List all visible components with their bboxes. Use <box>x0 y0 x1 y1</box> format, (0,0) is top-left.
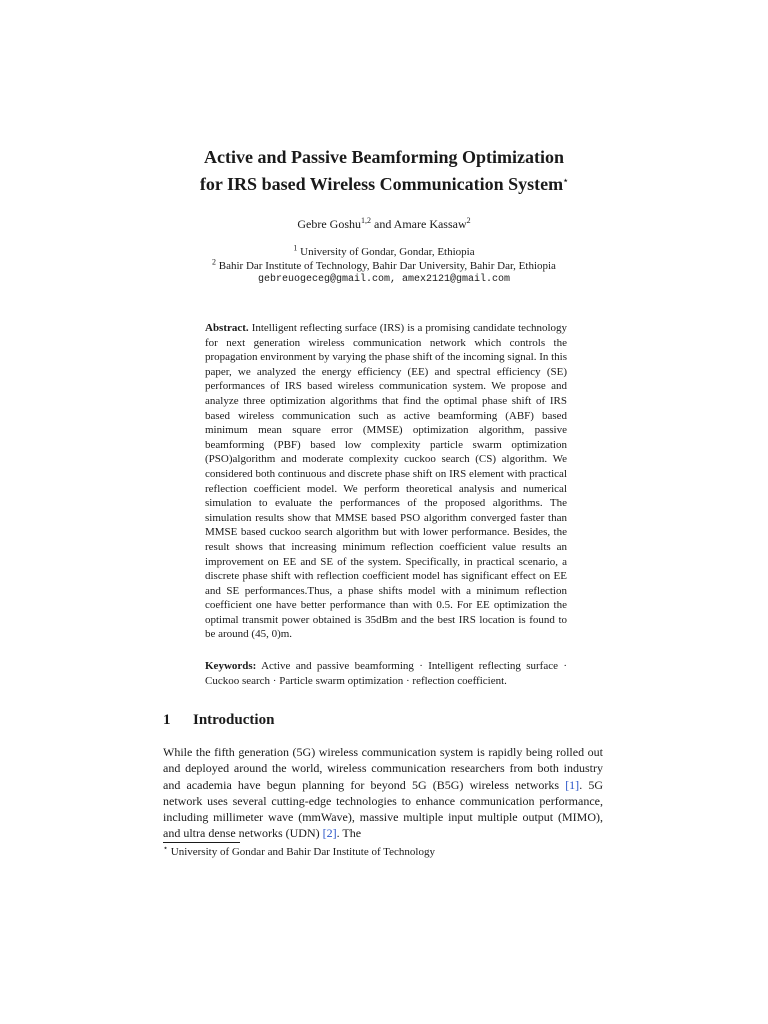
title-line-2 <box>0 171 768 198</box>
abstract <box>205 321 567 642</box>
intro-text-3: . The <box>336 826 362 841</box>
title-footnote-mark: ⋆ <box>563 176 569 185</box>
affiliation-1-num: 1 <box>293 243 298 253</box>
author-2-sup: 2 <box>466 216 471 225</box>
author-1-sup: 1,2 <box>361 216 371 225</box>
footnote-divider <box>163 842 240 843</box>
paper-title <box>0 144 768 198</box>
footnote <box>163 843 435 858</box>
keywords <box>205 659 567 689</box>
affiliation-2 <box>0 259 768 273</box>
title-line-2-text: for IRS based Wireless Communication System <box>199 174 564 194</box>
citation-link-2[interactable]: [2] <box>322 826 337 841</box>
affiliation-2-num: 2 <box>212 257 217 267</box>
affiliation-1-text: University of Gondar, Gondar, Ethiopia <box>300 246 475 258</box>
affiliation-1 <box>0 245 768 259</box>
affiliation-2-text: Bahir Dar Institute of Technology, Bahir Dar University, Bahir Dar, Ethiopia <box>218 260 556 272</box>
section-number: 1 <box>163 712 171 728</box>
author-emails[interactable]: gebreuogeceg@gmail.com, amex2121@gmail.com <box>257 274 511 285</box>
intro-text-1: While the fifth generation (5G) wireless communication system is rapidly being rolled out and deployed around the world, wireless communication researchers from both industry and academia have begun planning for beyond 5G (B5G) wireless networks <box>163 745 603 792</box>
title-line-1: Active and Passive Beamforming Optimization <box>204 147 564 167</box>
abstract-label: Abstract. <box>205 322 249 334</box>
citation-link-1[interactable]: [1] <box>565 777 580 792</box>
keywords-text: Active and passive beamforming · Intelligent reflecting surface · Cuckoo search · Particle swarm optimization · reflection coefficient. <box>205 660 567 687</box>
footnote-mark: ⋆ <box>163 843 169 853</box>
author-1: Gebre Goshu <box>297 217 361 231</box>
section-heading <box>163 712 274 729</box>
keywords-label: Keywords: <box>205 660 257 672</box>
section-title: Introduction <box>193 712 275 728</box>
footnote-text: University of Gondar and Bahir Dar Institute of Technology <box>170 846 435 858</box>
author-list <box>0 217 768 232</box>
author-join: and Amare Kassaw <box>371 217 467 231</box>
intro-paragraph <box>163 744 603 842</box>
affiliations <box>0 245 768 287</box>
intro-text-2: . 5G network uses several cutting-edge technologies to enhance communication performance, including millimeter wave (mmWave), massive multiple input multiple output (MIMO), and ultra dense networks (UDN) <box>163 777 604 841</box>
abstract-text: Intelligent reflecting surface (IRS) is a promising candidate technology for next generation wireless communication network which controls the propagation environment by varying the phase shift of the incoming signal. In this paper, we analyzed the energy efficiency (EE) and spectral efficiency (SE) performances of IRS based wireless communication system. We propose and analyze three optimization algorithms that find the optimal phase shift of IRS based wireless communication such as active beamforming (ABF) based minimum mean square error (MMSE) optimization algorithm, passive beamforming (PBF) based low complexity particle swarm optimization (PSO)algorithm and moderate complexity cuckoo search (CS) algorithm. We considered both continuous and discrete phase shift on IRS element with practical reflection coefficient model. We perform theoretical analysis and numerical simulation to evaluate the performances of the proposed algorithms. The simulation results show that MMSE based PSO algorithm converged faster than MMSE based cuckoo search algorithm but with lower performance. Besides, the result shows that increasing minimum reflection coefficient value results an improvement on EE and SE of the system. Specifically, in practical scenario, a discrete phase shift with reflection coefficient model has significant effect on EE and SE performances.Thus, a phase shifts model with a minimum reflection coefficient one have better performance than with 0.5. For EE optimization the optimal transmit power obtained is 35dBm and the best IRS location is found to be around (45, 0)m. <box>205 322 568 641</box>
